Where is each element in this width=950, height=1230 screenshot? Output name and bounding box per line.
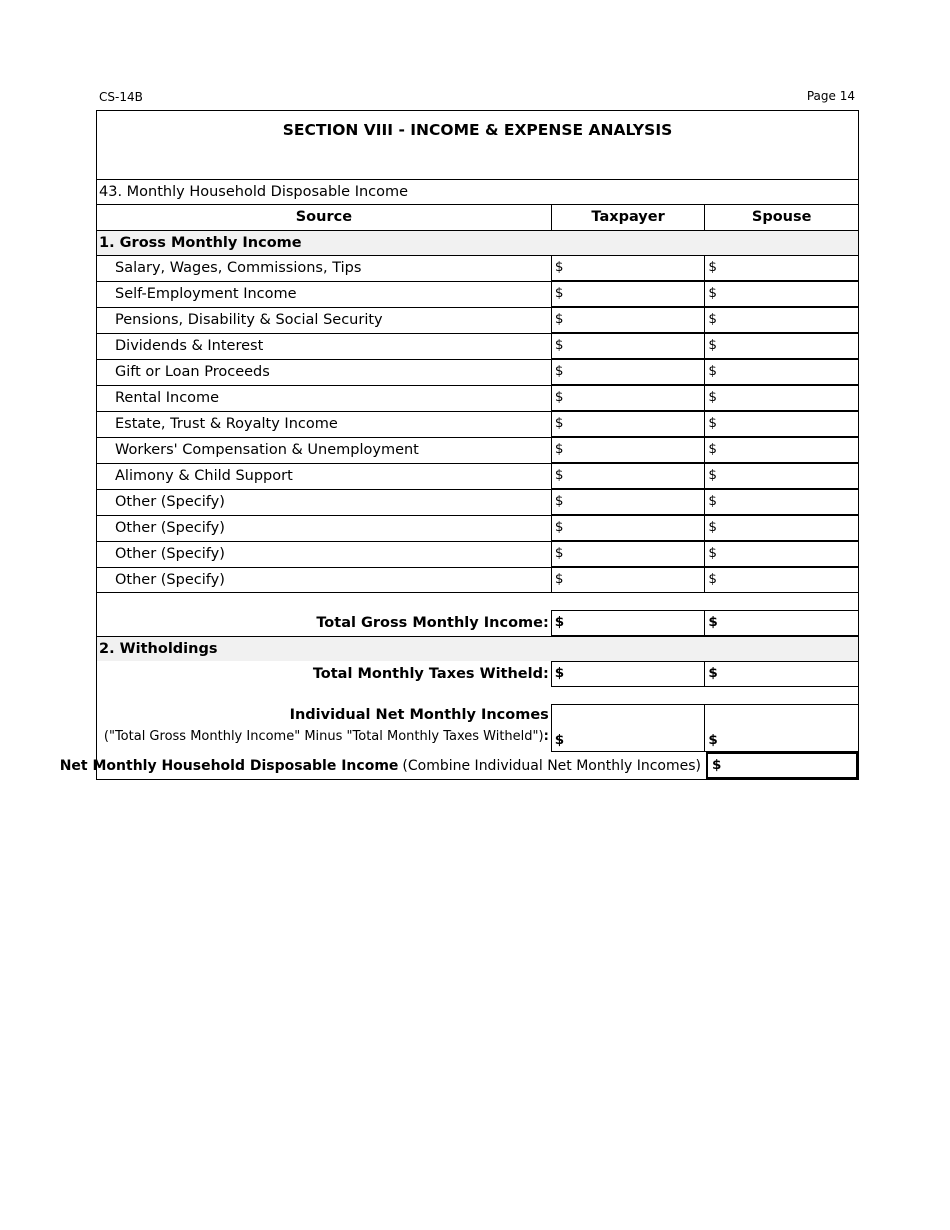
column-header-taxpayer: Taxpayer xyxy=(551,205,705,230)
total-gross-taxpayer-field[interactable]: $ xyxy=(551,610,705,636)
income-item-spouse-field[interactable]: $ xyxy=(704,463,858,489)
income-item-spouse-field[interactable]: $ xyxy=(704,333,858,359)
income-item-taxpayer-field[interactable]: $ xyxy=(551,463,705,489)
total-gross-spouse-field[interactable]: $ xyxy=(704,610,858,636)
income-item-taxpayer-field[interactable]: $ xyxy=(551,515,705,541)
net-household-field[interactable]: $ xyxy=(706,752,858,779)
income-item-spouse-field[interactable]: $ xyxy=(704,255,858,281)
income-item-spouse-field[interactable]: $ xyxy=(704,541,858,567)
income-item-spouse-field[interactable]: $ xyxy=(704,281,858,307)
column-header-source: Source xyxy=(295,209,353,226)
net-individual-formula xyxy=(97,730,549,743)
income-item-taxpayer-field[interactable]: $ xyxy=(551,385,705,411)
income-items xyxy=(96,255,859,593)
withholdings-heading-row xyxy=(96,636,859,661)
income-item-spouse-field[interactable]: $ xyxy=(704,515,858,541)
income-item-spouse-field[interactable]: $ xyxy=(704,411,858,437)
income-item-taxpayer-field[interactable]: $ xyxy=(551,255,705,281)
spacer xyxy=(96,687,859,704)
net-individual-colon: : xyxy=(543,728,549,744)
income-item-label: Other (Specify) xyxy=(97,541,551,567)
gross-income-heading-row xyxy=(96,230,859,255)
income-item-spouse-field[interactable]: $ xyxy=(704,359,858,385)
section-title-row xyxy=(96,110,859,179)
net-individual-formula-text: ("Total Gross Monthly Income" Minus "Total Monthly Taxes Witheld") xyxy=(103,728,544,744)
form-id: CS-14B xyxy=(99,90,143,104)
income-item-row xyxy=(96,515,859,541)
spacer xyxy=(96,593,859,610)
income-item-row xyxy=(96,255,859,281)
income-item-label: Estate, Trust & Royalty Income xyxy=(97,411,551,437)
income-item-taxpayer-field[interactable]: $ xyxy=(551,541,705,567)
total-gross-label: Total Gross Monthly Income: xyxy=(316,614,549,631)
withholdings-heading: 2. Witholdings xyxy=(99,640,218,657)
page-number: Page 14 xyxy=(806,89,855,103)
total-taxes-row xyxy=(96,661,859,687)
net-household-label-cell xyxy=(59,752,706,779)
income-item-spouse-field[interactable]: $ xyxy=(704,489,858,515)
income-item-taxpayer-field[interactable]: $ xyxy=(551,333,705,359)
income-item-spouse-field[interactable]: $ xyxy=(704,385,858,411)
income-item-taxpayer-field[interactable]: $ xyxy=(551,359,705,385)
section-title: SECTION VIII - INCOME & EXPENSE ANALYSIS xyxy=(282,121,673,139)
net-individual-spouse-field[interactable]: $ xyxy=(704,704,858,752)
gross-income-heading: 1. Gross Monthly Income xyxy=(99,234,302,251)
total-taxes-taxpayer-field[interactable]: $ xyxy=(551,661,705,687)
income-item-taxpayer-field[interactable]: $ xyxy=(551,567,705,593)
column-header-spouse: Spouse xyxy=(704,205,858,230)
net-household-row xyxy=(59,752,859,780)
income-item-taxpayer-field[interactable]: $ xyxy=(551,307,705,333)
net-individual-label: Individual Net Monthly Incomes xyxy=(289,707,549,723)
total-taxes-spouse-field[interactable]: $ xyxy=(704,661,858,687)
income-item-row xyxy=(96,307,859,333)
income-item-label: Rental Income xyxy=(97,385,551,411)
income-item-label: Gift or Loan Proceeds xyxy=(97,359,551,385)
income-item-row xyxy=(96,411,859,437)
income-item-taxpayer-field[interactable]: $ xyxy=(551,281,705,307)
income-item-spouse-field[interactable]: $ xyxy=(704,307,858,333)
subsection-row xyxy=(96,179,859,204)
column-header-row xyxy=(96,204,859,230)
income-item-spouse-field[interactable]: $ xyxy=(704,437,858,463)
income-item-label: Dividends & Interest xyxy=(97,333,551,359)
income-item-row xyxy=(96,463,859,489)
total-taxes-label: Total Monthly Taxes Witheld: xyxy=(312,665,549,682)
income-item-row xyxy=(96,567,859,593)
income-item-label: Salary, Wages, Commissions, Tips xyxy=(97,255,551,281)
net-household-note: (Combine Individual Net Monthly Incomes) xyxy=(402,757,701,774)
income-item-label: Alimony & Child Support xyxy=(97,463,551,489)
net-individual-taxpayer-field[interactable]: $ xyxy=(551,704,705,752)
net-household-label: Net Monthly Household Disposable Income xyxy=(59,757,399,774)
income-item-label: Other (Specify) xyxy=(97,567,551,593)
income-item-row xyxy=(96,385,859,411)
income-item-row xyxy=(96,281,859,307)
income-item-spouse-field[interactable]: $ xyxy=(704,567,858,593)
income-item-label: Other (Specify) xyxy=(97,489,551,515)
income-item-label: Other (Specify) xyxy=(97,515,551,541)
net-individual-label-cell xyxy=(97,704,551,752)
income-item-label: Self-Employment Income xyxy=(97,281,551,307)
income-item-label: Workers' Compensation & Unemployment xyxy=(97,437,551,463)
income-item-taxpayer-field[interactable]: $ xyxy=(551,489,705,515)
income-item-taxpayer-field[interactable]: $ xyxy=(551,437,705,463)
income-item-row xyxy=(96,541,859,567)
total-gross-row xyxy=(96,610,859,636)
income-item-row xyxy=(96,489,859,515)
income-item-row xyxy=(96,333,859,359)
income-item-row xyxy=(96,359,859,385)
income-analysis-form xyxy=(59,110,859,780)
income-item-taxpayer-field[interactable]: $ xyxy=(551,411,705,437)
subsection-title: 43. Monthly Household Disposable Income xyxy=(99,183,409,200)
net-individual-row xyxy=(96,704,859,752)
income-item-row xyxy=(96,437,859,463)
income-item-label: Pensions, Disability & Social Security xyxy=(97,307,551,333)
